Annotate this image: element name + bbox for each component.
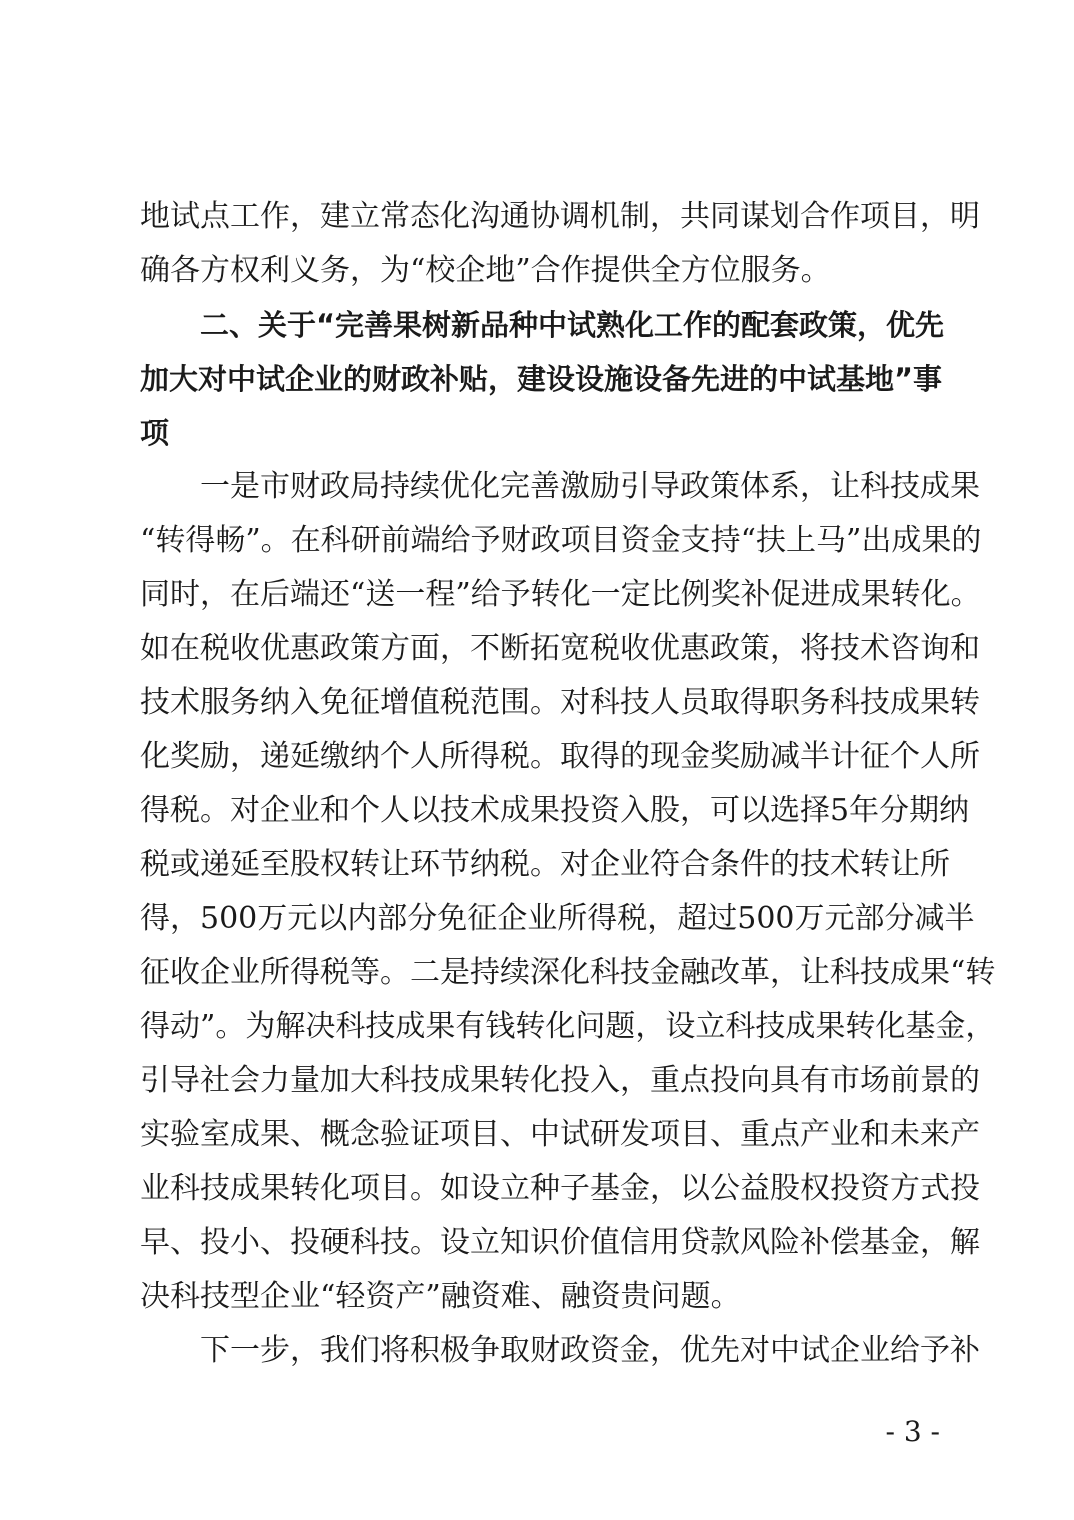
text-line: 一是市财政局持续优化完善激励引导政策体系，让科技成果 <box>200 469 980 504</box>
paragraph-finance-policy <box>140 460 996 1324</box>
text-line: 实验室成果、概念验证项目、中试研发项目、重点产业和未来产 <box>140 1117 980 1152</box>
text-line: “转得畅”。在科研前端给予财政项目资金支持“扶上马”出成果的 <box>140 523 982 558</box>
page-number: - 3 - <box>885 1415 940 1448</box>
heading-line: 二、关于“完善果树新品种中试熟化工作的配套政策，优先 <box>200 308 945 342</box>
text-line: 税或递延至股权转让环节纳税。对企业符合条件的技术转让所 <box>140 847 950 882</box>
text-line: 确各方权利义务，为“校企地”合作提供全方位服务。 <box>140 253 831 288</box>
text-line: 化奖励，递延缴纳个人所得税。取得的现金奖励减半计征个人所 <box>140 739 980 774</box>
section-heading-2 <box>140 298 945 460</box>
text-line: 得，500万元以内部分免征企业所得税，超过500万元部分减半 <box>140 901 975 936</box>
text-line: 得动”。为解决科技成果有钱转化问题，设立科技成果转化基金， <box>140 1009 996 1044</box>
text-line: 如在税收优惠政策方面，不断拓宽税收优惠政策，将技术咨询和 <box>140 631 980 666</box>
document-body <box>140 190 996 1378</box>
text-line: 征收企业所得税等。二是持续深化科技金融改革，让科技成果“转 <box>140 955 996 990</box>
text-line: 得税。对企业和个人以技术成果投资入股，可以选择5年分期纳 <box>140 793 970 828</box>
heading-line: 项 <box>140 416 170 450</box>
paragraph-cooperation <box>140 190 980 298</box>
heading-line: 加大对中试企业的财政补贴，建设设施设备先进的中试基地”事 <box>140 362 943 396</box>
text-line: 业科技成果转化项目。如设立种子基金，以公益股权投资方式投 <box>140 1171 980 1206</box>
text-line: 同时，在后端还“送一程”给予转化一定比例奖补促进成果转化。 <box>140 577 981 612</box>
paragraph-next-step <box>140 1324 980 1378</box>
text-line: 技术服务纳入免征增值税范围。对科技人员取得职务科技成果转 <box>140 685 980 720</box>
text-line: 地试点工作，建立常态化沟通协调机制，共同谋划合作项目，明 <box>140 199 980 234</box>
text-line: 早、投小、投硬科技。设立知识价值信用贷款风险补偿基金，解 <box>140 1225 980 1260</box>
text-line: 引导社会力量加大科技成果转化投入，重点投向具有市场前景的 <box>140 1063 980 1098</box>
text-line: 决科技型企业“轻资产”融资难、融资贵问题。 <box>140 1279 741 1314</box>
text-line: 下一步，我们将积极争取财政资金，优先对中试企业给予补 <box>200 1333 980 1368</box>
